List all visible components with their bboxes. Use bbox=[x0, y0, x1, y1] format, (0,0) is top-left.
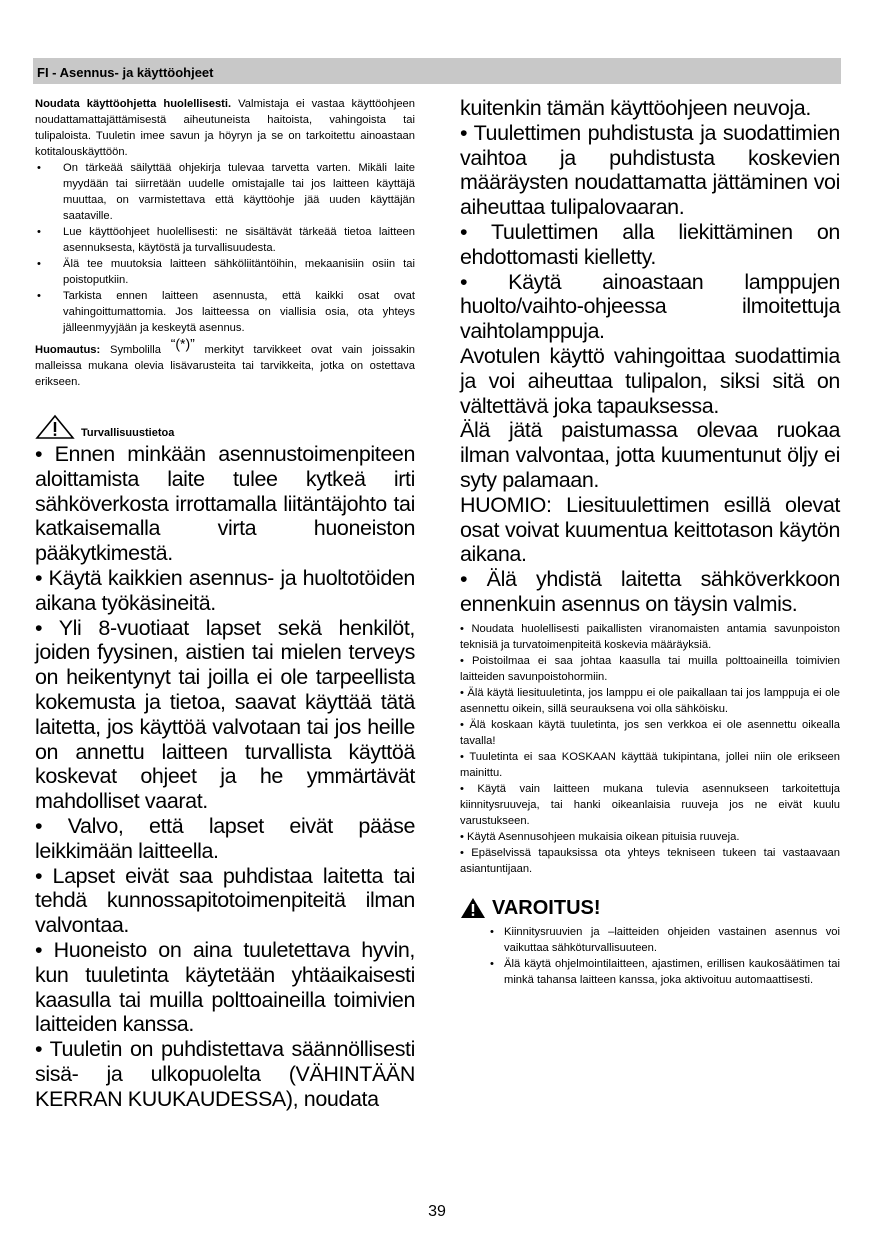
safety-paragraph: • Tuuletin on puhdistettava säännöllisesti sisä- ja ulkopuolelta (VÄHINTÄÄN KERRAN KUUKAUDESSA), noudata bbox=[35, 1037, 415, 1111]
note-paragraph bbox=[35, 335, 415, 390]
intro-bullet: • Lue käyttöohjeet huolellisesti: ne sisältävät tärkeää tietoa laitteen asennuksesta, käytöstä ja turvallisuudesta. bbox=[35, 224, 415, 256]
right-small-list bbox=[460, 621, 840, 877]
intro-bullet-list bbox=[35, 160, 415, 336]
right-paragraph: HUOMIO: Liesituulettimen esillä olevat osat voivat kuumentua keittotason käytön aikana. bbox=[460, 492, 840, 567]
warning-item: • Älä käytä ohjelmointilaitteen, ajastimen, erillisen kaukosäätimen tai minkä tahansa laitteen kanssa, joka aktivoituu automaattisesti. bbox=[460, 956, 840, 988]
section-header bbox=[33, 58, 841, 84]
left-column bbox=[35, 96, 415, 1112]
safety-text bbox=[35, 442, 415, 1112]
warning-heading bbox=[460, 897, 840, 920]
note-after: merkityt tarvikkeet ovat vain joissakin malleissa mukana olevia lisävarusteita tai tarvikkeita, jotka on ostettava erikseen. bbox=[35, 344, 415, 388]
right-small-item: • Tuuletinta ei saa KOSKAAN käyttää tukipintana, jollei niin ole erikseen mainittu. bbox=[460, 750, 840, 779]
right-column bbox=[460, 96, 840, 988]
safety-paragraph: • Ennen minkään asennustoimenpiteen aloittamista laite tulee kytkeä irti sähköverkosta irrottamalla liitäntäjohto tai katkaisemalla virta huoneiston pääkytkimestä. bbox=[35, 442, 415, 566]
right-small-item: • Poistoilmaa ei saa johtaa kaasulla tai muilla polttoaineilla toimivien laitteiden savunpoistohormiin. bbox=[460, 654, 840, 683]
warning-title: VAROITUS! bbox=[492, 896, 601, 919]
safety-paragraph: • Valvo, että lapset eivät pääse leikkimään laitteella. bbox=[35, 813, 415, 863]
right-small-item: • Noudata huolellisesti paikallisten viranomaisten antamia savunpoiston teknisiä ja turvatoimenpiteitä koskevia määräyksiä. bbox=[460, 622, 840, 651]
right-small-item: • Älä koskaan käytä tuuletinta, jos sen verkkoa ei ole asennettu oikealla tavalla! bbox=[460, 718, 840, 747]
page-number: 39 bbox=[428, 1203, 446, 1220]
intro-bullet: • On tärkeää säilyttää ohjekirja tulevaa tarvetta varten. Mikäli laite myydään tai siirretään uudelle omistajalle tai jos laitteen käyttäjä muuttaa, on varmistettava että käyttöohje jää uuden käyttäjän saataville. bbox=[35, 160, 415, 224]
warning-list bbox=[460, 924, 840, 988]
intro-paragraph bbox=[35, 96, 415, 160]
right-paragraph: • Tuulettimen puhdistusta ja suodattimien vaihtoa ja puhdistusta koskevien määräysten noudattamatta jättäminen voi aiheuttaa tulipalovaaran. bbox=[460, 120, 840, 220]
optional-symbol: “(*)” bbox=[170, 335, 195, 352]
right-small-item: • Epäselvissä tapauksissa ota yhteys tekniseen tukeen tai vastaavaan asiantuntijaan. bbox=[460, 846, 840, 875]
note-before: Symbolilla bbox=[100, 344, 171, 356]
safety-paragraph: • Lapset eivät saa puhdistaa laitetta tai tehdä kunnossapitotoimenpiteitä ilman valvontaa. bbox=[35, 863, 415, 938]
section-title: FI - Asennus- ja käyttöohjeet bbox=[37, 65, 214, 80]
warning-item: • Kiinnitysruuvien ja –laitteiden ohjeiden vastainen asennus voi vaikuttaa sähköturvallisuuteen. bbox=[460, 924, 840, 956]
intro-text: Valmistaja ei vastaa käyttöohjeen noudattamattajättämisestä aiheutuneista haitoista, vahingoista tai tulipaloista. Tuuletin imee savun ja höyryn ja se on tarkoitettu ainoastaan kotitalouskäyttöön. bbox=[35, 98, 415, 158]
intro-bullet: • Älä tee muutoksia laitteen sähköliitäntöihin, mekaanisiin osiin tai poistoputkiin. bbox=[35, 256, 415, 288]
right-paragraph: Älä jätä paistumassa olevaa ruokaa ilman valvontaa, jotta kuumentunut öljy ei syty palamaan. bbox=[460, 418, 840, 492]
warning-filled-icon bbox=[460, 897, 486, 919]
safety-title: Turvallisuustietoa bbox=[81, 427, 175, 439]
safety-paragraph: • Huoneisto on aina tuuletettava hyvin, kun tuuletinta käytetään yhtäaikaisesti kaasulla tai muilla polttoaineilla toimivien laitteiden kanssa. bbox=[35, 937, 415, 1037]
right-paragraph: • Tuulettimen alla liekittäminen on ehdottomasti kielletty. bbox=[460, 219, 840, 269]
intro-bullet: • Tarkista ennen laitteen asennusta, että kaikki osat ovat vahingoittumattomia. Jos laitteessa on viallisia osia, ota yhteys jälleenmyyjään ja keskeytä asennus. bbox=[35, 288, 415, 336]
right-paragraph: • Älä yhdistä laitetta sähköverkkoon ennenkuin asennus on täysin valmis. bbox=[460, 567, 840, 616]
right-small-item: • Älä käytä liesituuletinta, jos lamppu ei ole paikallaan tai jos lamppuja ei ole asennettu oikein, sillä seurauksena voi olla sähköisku. bbox=[460, 686, 840, 715]
right-paragraph: kuitenkin tämän käyttöohjeen neuvoja. bbox=[460, 96, 811, 120]
right-small-item: • Käytä Asennusohjeen mukaisia oikean pituisia ruuveja. bbox=[460, 830, 740, 843]
intro-lead: Noudata käyttöohjetta huolellisesti. bbox=[35, 98, 232, 110]
note-lead: Huomautus: bbox=[35, 344, 101, 356]
warning-triangle-icon bbox=[35, 414, 75, 440]
right-paragraph: • Käytä ainoastaan lamppujen huolto/vaihto-ohjeessa ilmoitettuja vaihtolamppuja. bbox=[460, 269, 840, 344]
right-paragraph: Avotulen käyttö vahingoittaa suodattimia ja voi aiheuttaa tulipalon, siksi sitä on vältettävä joka tapauksessa. bbox=[460, 343, 840, 418]
right-large-text bbox=[460, 96, 840, 617]
right-small-item: • Käytä vain laitteen mukana tulevia asennukseen tarkoitettuja kiinnitysruuveja, tai hanki oikeanlaisia ruuveja jos ne eivät kuulu varustukseen. bbox=[460, 782, 840, 827]
safety-paragraph: • Käytä kaikkien asennus- ja huoltotöiden aikana työkäsineitä. bbox=[35, 565, 415, 615]
safety-paragraph: • Yli 8-vuotiaat lapset sekä henkilöt, joiden fyysinen, aistien tai mielen terveys on heikentynyt tai joilla ei ole tarpeellista kokemusta ja tietoa, saavat käyttää tätä laitetta, jos käyttöä valvotaan tai jos heille on annettu laitteen turvallista käyttöä koskevat ohjeet ja he ymmärtävät mahdolliset vaarat. bbox=[35, 615, 415, 814]
safety-heading bbox=[35, 414, 415, 440]
